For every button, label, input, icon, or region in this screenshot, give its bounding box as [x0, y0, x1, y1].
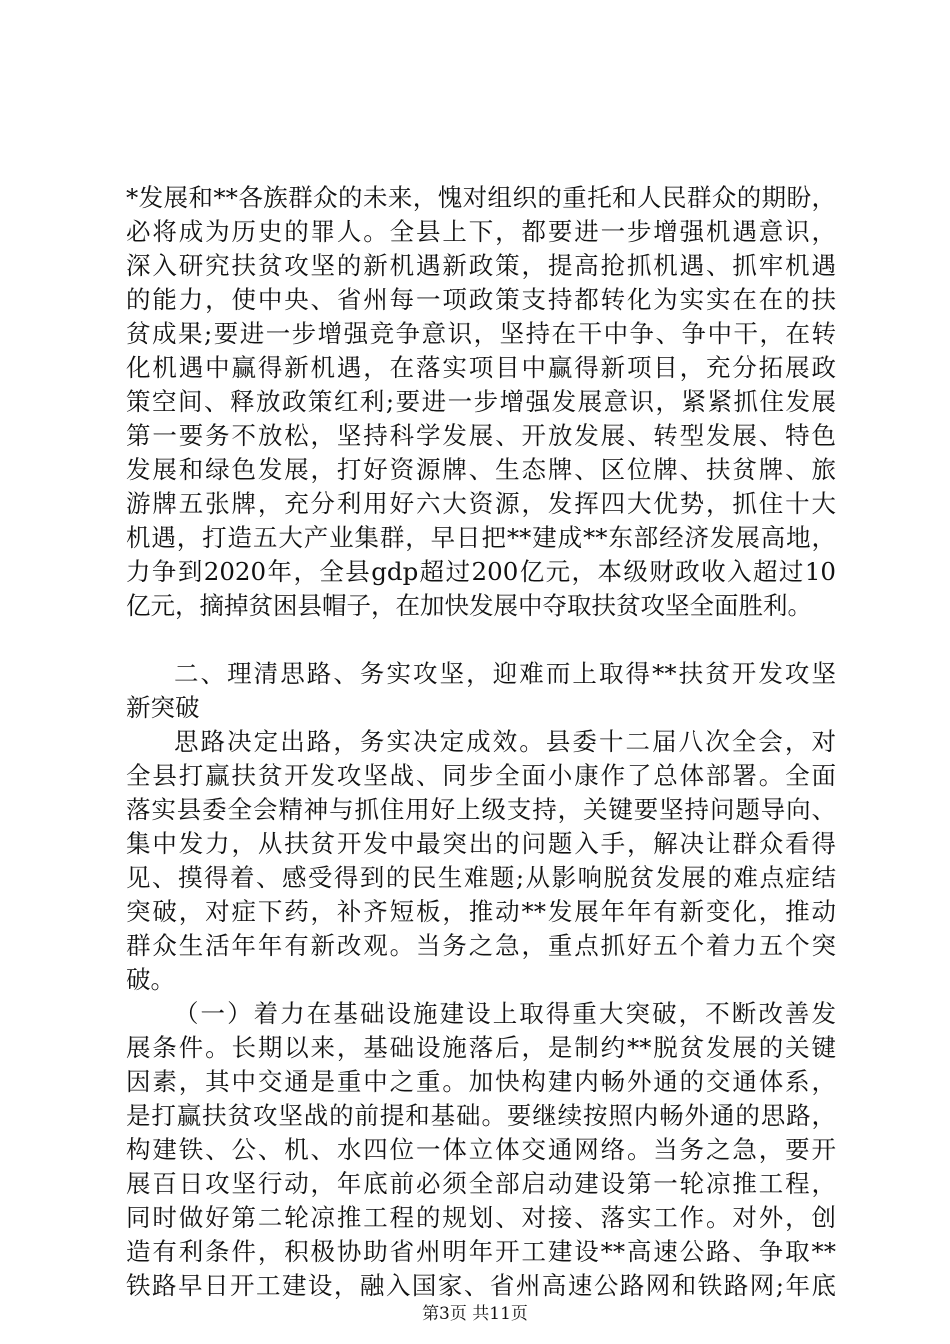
text-line: 必将成为历史的罪人。全县上下，都要进一步增强机遇意识，: [126, 217, 836, 246]
text-line: 展条件。长期以来，基础设施落后，是制约**脱贫发展的关键: [126, 1033, 836, 1062]
text-line: 构建铁、公、机、水四位一体立体交通网络。当务之急，要开: [126, 1135, 836, 1164]
text-line: 集中发力，从扶贫开发中最突出的问题入手，解决让群众看得: [126, 829, 836, 858]
page-number-footer: 第3页 共11页: [422, 1304, 528, 1324]
text-line: 机遇，打造五大产业集群，早日把**建成**东部经济发展高地，: [126, 523, 836, 552]
text-line: 贫成果;要进一步增强竞争意识，坚持在干中争、争中干，在转: [126, 319, 836, 348]
text-line: 思路决定出路，务实决定成效。县委十二届八次全会，对: [174, 727, 836, 756]
section-heading: 新突破: [126, 693, 200, 722]
text-line: 游牌五张牌，充分利用好六大资源，发挥四大优势，抓住十大: [126, 489, 836, 518]
text-line: 因素，其中交通是重中之重。加快构建内畅外通的交通体系，: [126, 1067, 836, 1096]
section-heading: 二、理清思路、务实攻坚，迎难而上取得**扶贫开发攻坚: [174, 659, 836, 688]
text-line: 深入研究扶贫攻坚的新机遇新政策，提高抢抓机遇、抓牢机遇: [126, 251, 836, 280]
text-line: *发展和**各族群众的未来，愧对组织的重托和人民群众的期盼，: [126, 183, 836, 212]
text-line: 全县打赢扶贫开发攻坚战、同步全面小康作了总体部署。全面: [126, 761, 836, 790]
text-line: 力争到2020年，全县gdp超过200亿元，本级财政收入超过10: [126, 557, 836, 586]
text-line: 突破，对症下药，补齐短板，推动**发展年年有新变化，推动: [126, 897, 836, 926]
text-line: 的能力，使中央、省州每一项政策支持都转化为实实在在的扶: [126, 285, 836, 314]
text-line: 展百日攻坚行动，年底前必须全部启动建设第一轮凉推工程，: [126, 1169, 836, 1198]
text-line: 见、摸得着、感受得到的民生难题;从影响脱贫发展的难点症结: [126, 863, 836, 892]
text-line: 是打赢扶贫攻坚战的前提和基础。要继续按照内畅外通的思路，: [126, 1101, 836, 1130]
text-line: 策空间、释放政策红利;要进一步增强发展意识，紧紧抓住发展: [126, 387, 836, 416]
text-line: 第一要务不放松，坚持科学发展、开放发展、转型发展、特色: [126, 421, 836, 450]
text-line: 发展和绿色发展，打好资源牌、生态牌、区位牌、扶贫牌、旅: [126, 455, 836, 484]
text-line: 造有利条件，积极协助省州明年开工建设**高速公路、争取**: [126, 1237, 836, 1266]
text-line: 化机遇中赢得新机遇，在落实项目中赢得新项目，充分拓展政: [126, 353, 836, 382]
text-line: 群众生活年年有新改观。当务之急，重点抓好五个着力五个突: [126, 931, 836, 960]
text-line: 铁路早日开工建设，融入国家、省州高速公路网和铁路网;年底: [126, 1271, 836, 1300]
text-line: 破。: [126, 965, 175, 994]
text-line: 落实县委全会精神与抓住用好上级支持，关键要坚持问题导向、: [126, 795, 836, 824]
text-line: 亿元，摘掉贫困县帽子，在加快发展中夺取扶贫攻坚全面胜利。: [126, 591, 812, 620]
text-line: （一）着力在基础设施建设上取得重大突破，不断改善发: [174, 999, 836, 1028]
text-line: 同时做好第二轮凉推工程的规划、对接、落实工作。对外，创: [126, 1203, 836, 1232]
